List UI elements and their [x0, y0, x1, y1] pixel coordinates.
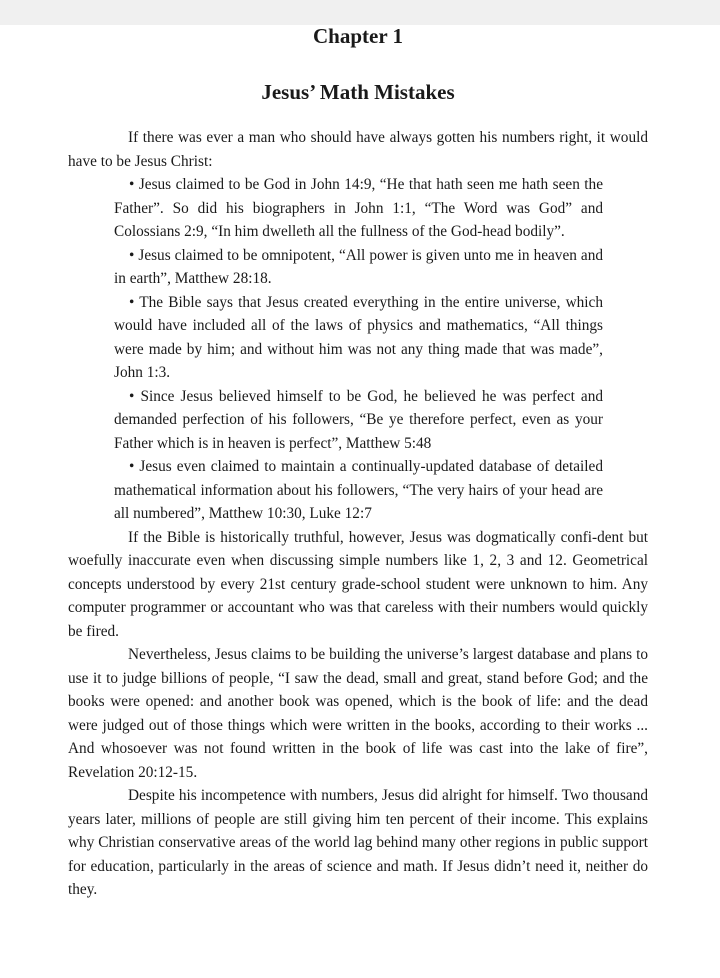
document-page: [68, 22, 648, 902]
bullet-item: • Since Jesus believed himself to be God, he believed he was perfect and demanded perfection of his followers, “Be ye therefore perfect, even as your Father which is in heaven is perfect”, Matthew 5:48: [114, 387, 603, 452]
bullet-item: • Jesus even claimed to maintain a continually-updated database of detailed mathematical information about his followers, “The very hairs of your head are all numbered”, Matthew 10:30, Luke 12:7: [114, 458, 603, 522]
body-paragraph: Despite his incompetence with numbers, Jesus did alright for himself. Two thousand years later, millions of people are still giving him ten percent of their income. This explains why Christian conservative areas of the world lag behind many other regions in public support for education, particularly in the areas of science and math. If Jesus didn’t need it, neither do they.: [68, 787, 648, 898]
body-paragraph: If the Bible is historically truthful, however, Jesus was dogmatically confi-dent but woefully inaccurate even when discussing simple numbers like 1, 2, 3 and 12. Geometrical concepts understood by every 21st century grade-school student were unknown to him. Any computer programmer or accountant who was that careless with their numbers would quickly be fired.: [68, 528, 648, 640]
bullet-item: • Jesus claimed to be omnipotent, “All power is given unto me in heaven and in earth”, Matthew 28:18.: [114, 246, 603, 287]
chapter-heading: Chapter 1: [312, 24, 404, 48]
body-paragraph: Nevertheless, Jesus claims to be building the universe’s largest database and plans to use it to judge billions of people, “I saw the dead, small and great, stand before God; and the books were opened: and another book was opened, which is the book of life: and the dead were judged out of those things which were written in the books, according to their works ... And whosoever was not found written in the book of life was cast into the lake of fire”, Revelation 20:12-15.: [68, 646, 648, 781]
intro-paragraph: If there was ever a man who should have always gotten his numbers right, it would have to be Jesus Christ:: [68, 129, 648, 170]
bullet-item: • Jesus claimed to be God in John 14:9, “He that hath seen me hath seen the Father”. So did his biographers in John 1:1, “The Word was God” and Colossians 2:9, “In him dwelleth all the fullness of the God-head bodily”.: [114, 176, 603, 240]
bullet-item: • The Bible says that Jesus created everything in the entire universe, which would have included all of the laws of physics and mathematics, “All things were made by him; and without him was not any thing made that was made”, John 1:3.: [114, 293, 603, 381]
chapter-title: Jesus’ Math Mistakes: [261, 80, 455, 104]
bullet-list: [68, 173, 603, 526]
chapter-body: [68, 126, 648, 902]
